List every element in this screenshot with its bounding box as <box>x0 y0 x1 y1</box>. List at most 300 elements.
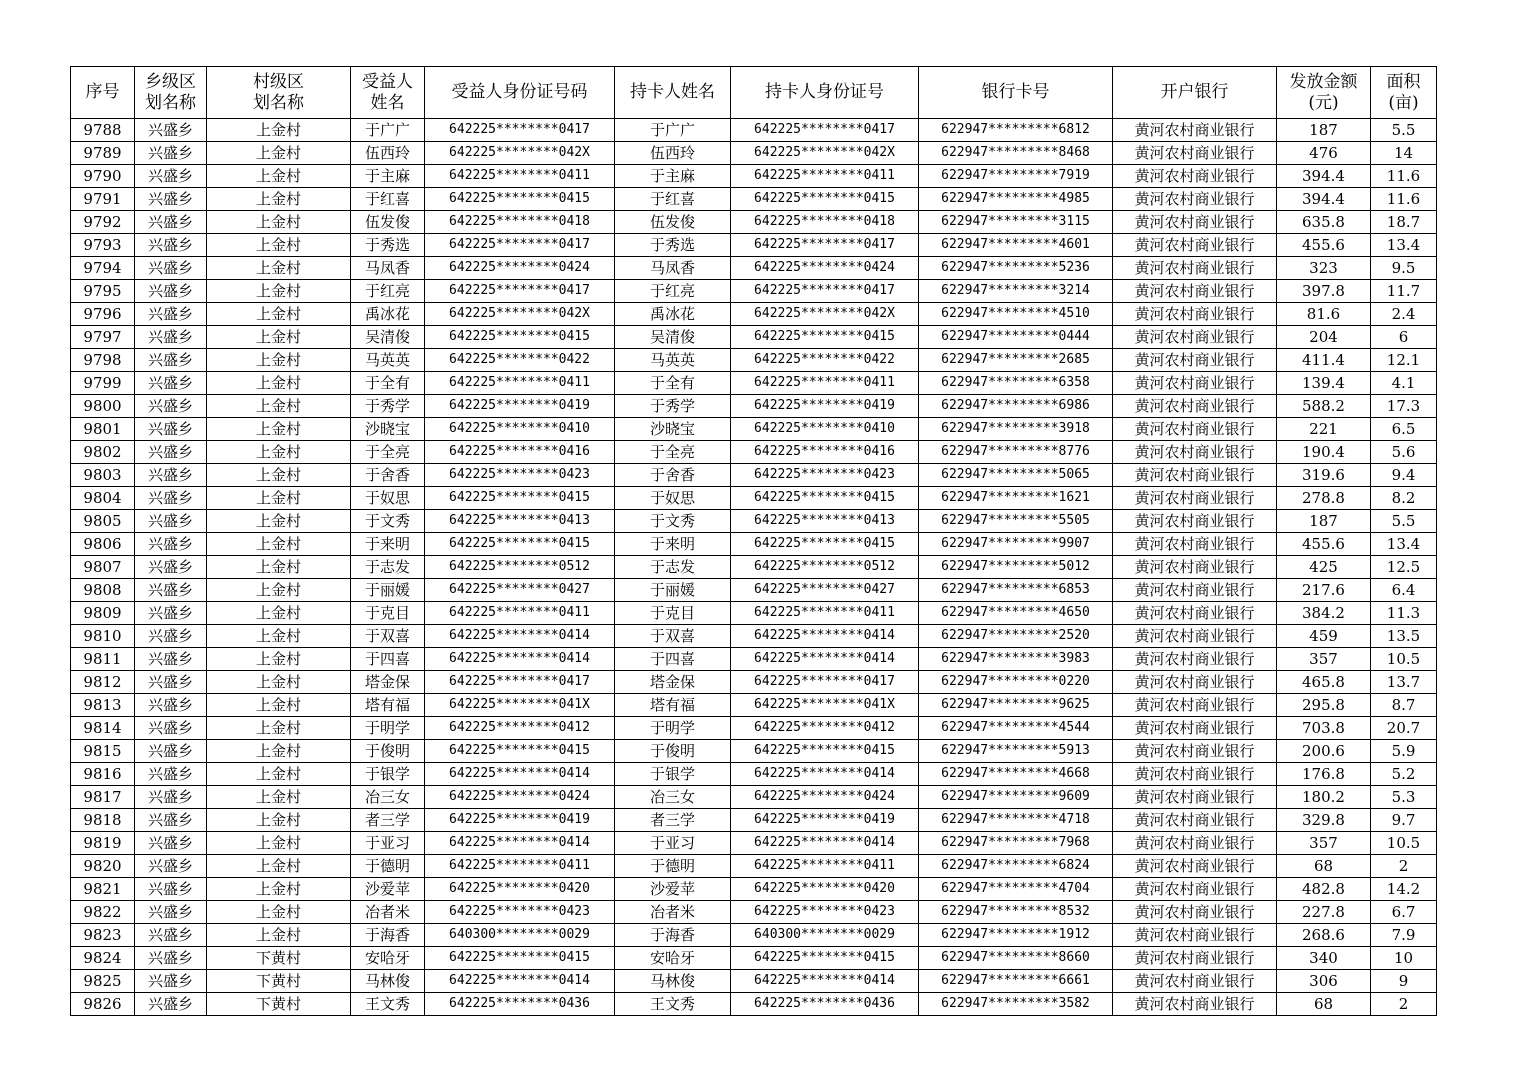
amount-cell: 278.8 <box>1277 487 1371 510</box>
table-row <box>71 924 1437 947</box>
table-row <box>71 740 1437 763</box>
cardholder-id-cell: 642225********0417 <box>731 234 919 257</box>
bank-card-cell: 622947*********9907 <box>919 533 1113 556</box>
serial-cell: 9792 <box>71 211 135 234</box>
serial-cell: 9790 <box>71 165 135 188</box>
table-row <box>71 349 1437 372</box>
table-row <box>71 786 1437 809</box>
cardholder-name-cell: 冶者米 <box>615 901 731 924</box>
beneficiary-name-cell: 伍发俊 <box>351 211 425 234</box>
bank-card-cell: 622947*********4650 <box>919 602 1113 625</box>
table-row <box>71 602 1437 625</box>
bank-cell: 黄河农村商业银行 <box>1113 556 1277 579</box>
village-cell: 上金村 <box>207 579 351 602</box>
col-header-bank: 开户银行 <box>1113 67 1277 119</box>
bank-cell: 黄河农村商业银行 <box>1113 349 1277 372</box>
cardholder-id-cell: 642225********0412 <box>731 717 919 740</box>
beneficiary-id-cell: 642225********0422 <box>425 349 615 372</box>
amount-cell: 394.4 <box>1277 165 1371 188</box>
amount-cell: 221 <box>1277 418 1371 441</box>
bank-cell: 黄河农村商业银行 <box>1113 648 1277 671</box>
township-cell: 兴盛乡 <box>135 993 207 1016</box>
area-cell: 4.1 <box>1371 372 1437 395</box>
serial-cell: 9810 <box>71 625 135 648</box>
village-cell: 上金村 <box>207 418 351 441</box>
amount-cell: 455.6 <box>1277 533 1371 556</box>
table-row <box>71 763 1437 786</box>
bank-card-cell: 622947*********5505 <box>919 510 1113 533</box>
bank-cell: 黄河农村商业银行 <box>1113 119 1277 142</box>
amount-cell: 394.4 <box>1277 188 1371 211</box>
village-cell: 上金村 <box>207 648 351 671</box>
cardholder-id-cell: 642225********042X <box>731 303 919 326</box>
cardholder-id-cell: 642225********0413 <box>731 510 919 533</box>
beneficiary-name-cell: 于海香 <box>351 924 425 947</box>
table-row <box>71 510 1437 533</box>
township-cell: 兴盛乡 <box>135 832 207 855</box>
amount-cell: 411.4 <box>1277 349 1371 372</box>
township-cell: 兴盛乡 <box>135 786 207 809</box>
area-cell: 10.5 <box>1371 832 1437 855</box>
table-row <box>71 257 1437 280</box>
beneficiary-name-cell: 塔有福 <box>351 694 425 717</box>
bank-card-cell: 622947*********5236 <box>919 257 1113 280</box>
bank-card-cell: 622947*********3983 <box>919 648 1113 671</box>
table-row <box>71 142 1437 165</box>
bank-card-cell: 622947*********4544 <box>919 717 1113 740</box>
serial-cell: 9799 <box>71 372 135 395</box>
serial-cell: 9801 <box>71 418 135 441</box>
serial-cell: 9823 <box>71 924 135 947</box>
serial-cell: 9791 <box>71 188 135 211</box>
cardholder-id-cell: 642225********0416 <box>731 441 919 464</box>
cardholder-name-cell: 于秀学 <box>615 395 731 418</box>
beneficiary-id-cell: 642225********0414 <box>425 970 615 993</box>
cardholder-name-cell: 于红亮 <box>615 280 731 303</box>
beneficiary-id-cell: 642225********0411 <box>425 372 615 395</box>
area-cell: 5.5 <box>1371 119 1437 142</box>
cardholder-id-cell: 642225********0411 <box>731 602 919 625</box>
beneficiary-name-cell: 王文秀 <box>351 993 425 1016</box>
bank-cell: 黄河农村商业银行 <box>1113 993 1277 1016</box>
cardholder-name-cell: 于银学 <box>615 763 731 786</box>
serial-cell: 9814 <box>71 717 135 740</box>
amount-cell: 635.8 <box>1277 211 1371 234</box>
bank-cell: 黄河农村商业银行 <box>1113 855 1277 878</box>
table-row <box>71 947 1437 970</box>
bank-card-cell: 622947*********5065 <box>919 464 1113 487</box>
area-cell: 8.7 <box>1371 694 1437 717</box>
serial-cell: 9818 <box>71 809 135 832</box>
bank-cell: 黄河农村商业银行 <box>1113 464 1277 487</box>
cardholder-id-cell: 642225********0414 <box>731 625 919 648</box>
bank-cell: 黄河农村商业银行 <box>1113 533 1277 556</box>
serial-cell: 9825 <box>71 970 135 993</box>
bank-card-cell: 622947*********3214 <box>919 280 1113 303</box>
beneficiary-id-cell: 642225********0415 <box>425 188 615 211</box>
bank-card-cell: 622947*********3918 <box>919 418 1113 441</box>
cardholder-id-cell: 642225********0424 <box>731 786 919 809</box>
serial-cell: 9804 <box>71 487 135 510</box>
beneficiary-name-cell: 马英英 <box>351 349 425 372</box>
area-cell: 9.5 <box>1371 257 1437 280</box>
amount-cell: 295.8 <box>1277 694 1371 717</box>
area-cell: 5.9 <box>1371 740 1437 763</box>
table-row <box>71 901 1437 924</box>
col-header-bank-card: 银行卡号 <box>919 67 1113 119</box>
table-row <box>71 280 1437 303</box>
township-cell: 兴盛乡 <box>135 901 207 924</box>
cardholder-name-cell: 于海香 <box>615 924 731 947</box>
cardholder-id-cell: 642225********0419 <box>731 809 919 832</box>
bank-card-cell: 622947*********6358 <box>919 372 1113 395</box>
cardholder-id-cell: 642225********0411 <box>731 855 919 878</box>
cardholder-id-cell: 642225********0417 <box>731 280 919 303</box>
table-row <box>71 809 1437 832</box>
township-cell: 兴盛乡 <box>135 441 207 464</box>
village-cell: 上金村 <box>207 372 351 395</box>
township-cell: 兴盛乡 <box>135 119 207 142</box>
area-cell: 6 <box>1371 326 1437 349</box>
township-cell: 兴盛乡 <box>135 487 207 510</box>
beneficiary-id-cell: 642225********0411 <box>425 602 615 625</box>
cardholder-id-cell: 642225********0411 <box>731 372 919 395</box>
township-cell: 兴盛乡 <box>135 809 207 832</box>
beneficiary-id-cell: 642225********0415 <box>425 740 615 763</box>
amount-cell: 200.6 <box>1277 740 1371 763</box>
serial-cell: 9796 <box>71 303 135 326</box>
serial-cell: 9797 <box>71 326 135 349</box>
beneficiary-id-cell: 642225********0424 <box>425 257 615 280</box>
cardholder-id-cell: 642225********0415 <box>731 533 919 556</box>
beneficiary-name-cell: 马凤香 <box>351 257 425 280</box>
beneficiary-id-cell: 642225********0411 <box>425 165 615 188</box>
beneficiary-id-cell: 642225********0419 <box>425 395 615 418</box>
subsidy-table <box>70 66 1437 1016</box>
bank-cell: 黄河农村商业银行 <box>1113 257 1277 280</box>
township-cell: 兴盛乡 <box>135 878 207 901</box>
township-cell: 兴盛乡 <box>135 372 207 395</box>
amount-cell: 329.8 <box>1277 809 1371 832</box>
bank-card-cell: 622947*********4510 <box>919 303 1113 326</box>
cardholder-id-cell: 642225********0418 <box>731 211 919 234</box>
bank-card-cell: 622947*********1621 <box>919 487 1113 510</box>
area-cell: 6.4 <box>1371 579 1437 602</box>
col-header-beneficiary-name: 受益人 姓名 <box>351 67 425 119</box>
beneficiary-id-cell: 642225********0415 <box>425 326 615 349</box>
beneficiary-name-cell: 于红喜 <box>351 188 425 211</box>
bank-cell: 黄河农村商业银行 <box>1113 395 1277 418</box>
amount-cell: 187 <box>1277 119 1371 142</box>
village-cell: 上金村 <box>207 533 351 556</box>
area-cell: 2 <box>1371 993 1437 1016</box>
amount-cell: 425 <box>1277 556 1371 579</box>
cardholder-id-cell: 642225********0415 <box>731 188 919 211</box>
bank-cell: 黄河农村商业银行 <box>1113 947 1277 970</box>
cardholder-name-cell: 于志发 <box>615 556 731 579</box>
bank-cell: 黄河农村商业银行 <box>1113 970 1277 993</box>
amount-cell: 476 <box>1277 142 1371 165</box>
table-row <box>71 533 1437 556</box>
bank-cell: 黄河农村商业银行 <box>1113 901 1277 924</box>
township-cell: 兴盛乡 <box>135 970 207 993</box>
cardholder-id-cell: 642225********0424 <box>731 257 919 280</box>
beneficiary-id-cell: 642225********0415 <box>425 487 615 510</box>
township-cell: 兴盛乡 <box>135 303 207 326</box>
cardholder-name-cell: 于舍香 <box>615 464 731 487</box>
col-header-village: 村级区 划名称 <box>207 67 351 119</box>
cardholder-name-cell: 马英英 <box>615 349 731 372</box>
area-cell: 6.7 <box>1371 901 1437 924</box>
village-cell: 上金村 <box>207 188 351 211</box>
bank-card-cell: 622947*********8776 <box>919 441 1113 464</box>
bank-cell: 黄河农村商业银行 <box>1113 487 1277 510</box>
bank-card-cell: 622947*********8660 <box>919 947 1113 970</box>
beneficiary-id-cell: 642225********0415 <box>425 947 615 970</box>
area-cell: 8.2 <box>1371 487 1437 510</box>
township-cell: 兴盛乡 <box>135 280 207 303</box>
table-row <box>71 464 1437 487</box>
amount-cell: 482.8 <box>1277 878 1371 901</box>
village-cell: 上金村 <box>207 395 351 418</box>
village-cell: 上金村 <box>207 234 351 257</box>
bank-cell: 黄河农村商业银行 <box>1113 717 1277 740</box>
township-cell: 兴盛乡 <box>135 418 207 441</box>
beneficiary-id-cell: 642225********0418 <box>425 211 615 234</box>
township-cell: 兴盛乡 <box>135 464 207 487</box>
cardholder-id-cell: 642225********0414 <box>731 648 919 671</box>
table-row <box>71 188 1437 211</box>
table-row <box>71 855 1437 878</box>
bank-cell: 黄河农村商业银行 <box>1113 671 1277 694</box>
village-cell: 上金村 <box>207 119 351 142</box>
beneficiary-id-cell: 640300********0029 <box>425 924 615 947</box>
serial-cell: 9805 <box>71 510 135 533</box>
village-cell: 上金村 <box>207 901 351 924</box>
table-row <box>71 878 1437 901</box>
beneficiary-name-cell: 伍西玲 <box>351 142 425 165</box>
cardholder-id-cell: 642225********0436 <box>731 993 919 1016</box>
amount-cell: 204 <box>1277 326 1371 349</box>
header-row <box>71 67 1437 119</box>
bank-cell: 黄河农村商业银行 <box>1113 211 1277 234</box>
cardholder-id-cell: 642225********0420 <box>731 878 919 901</box>
amount-cell: 81.6 <box>1277 303 1371 326</box>
village-cell: 上金村 <box>207 924 351 947</box>
township-cell: 兴盛乡 <box>135 763 207 786</box>
col-header-area: 面积 (亩) <box>1371 67 1437 119</box>
township-cell: 兴盛乡 <box>135 602 207 625</box>
table-row <box>71 418 1437 441</box>
beneficiary-name-cell: 于丽媛 <box>351 579 425 602</box>
area-cell: 11.6 <box>1371 165 1437 188</box>
cardholder-name-cell: 于德明 <box>615 855 731 878</box>
amount-cell: 180.2 <box>1277 786 1371 809</box>
serial-cell: 9815 <box>71 740 135 763</box>
serial-cell: 9800 <box>71 395 135 418</box>
beneficiary-id-cell: 642225********0512 <box>425 556 615 579</box>
beneficiary-name-cell: 于德明 <box>351 855 425 878</box>
cardholder-name-cell: 冶三女 <box>615 786 731 809</box>
cardholder-name-cell: 伍发俊 <box>615 211 731 234</box>
cardholder-name-cell: 于明学 <box>615 717 731 740</box>
beneficiary-id-cell: 642225********0420 <box>425 878 615 901</box>
cardholder-name-cell: 沙晓宝 <box>615 418 731 441</box>
bank-card-cell: 622947*********2520 <box>919 625 1113 648</box>
amount-cell: 217.6 <box>1277 579 1371 602</box>
bank-cell: 黄河农村商业银行 <box>1113 602 1277 625</box>
amount-cell: 465.8 <box>1277 671 1371 694</box>
cardholder-name-cell: 于双喜 <box>615 625 731 648</box>
beneficiary-name-cell: 马林俊 <box>351 970 425 993</box>
area-cell: 5.6 <box>1371 441 1437 464</box>
cardholder-name-cell: 者三学 <box>615 809 731 832</box>
beneficiary-name-cell: 者三学 <box>351 809 425 832</box>
township-cell: 兴盛乡 <box>135 694 207 717</box>
area-cell: 12.5 <box>1371 556 1437 579</box>
township-cell: 兴盛乡 <box>135 510 207 533</box>
village-cell: 上金村 <box>207 786 351 809</box>
bank-card-cell: 622947*********6986 <box>919 395 1113 418</box>
beneficiary-id-cell: 642225********0415 <box>425 533 615 556</box>
area-cell: 10 <box>1371 947 1437 970</box>
bank-cell: 黄河农村商业银行 <box>1113 786 1277 809</box>
table-row <box>71 694 1437 717</box>
village-cell: 上金村 <box>207 763 351 786</box>
township-cell: 兴盛乡 <box>135 625 207 648</box>
bank-cell: 黄河农村商业银行 <box>1113 326 1277 349</box>
cardholder-id-cell: 642225********0423 <box>731 901 919 924</box>
col-header-cardholder-name: 持卡人姓名 <box>615 67 731 119</box>
beneficiary-id-cell: 642225********0416 <box>425 441 615 464</box>
township-cell: 兴盛乡 <box>135 717 207 740</box>
table-row <box>71 487 1437 510</box>
bank-card-cell: 622947*********8468 <box>919 142 1113 165</box>
cardholder-name-cell: 于红喜 <box>615 188 731 211</box>
beneficiary-id-cell: 642225********0414 <box>425 763 615 786</box>
beneficiary-id-cell: 642225********0423 <box>425 464 615 487</box>
township-cell: 兴盛乡 <box>135 924 207 947</box>
township-cell: 兴盛乡 <box>135 349 207 372</box>
township-cell: 兴盛乡 <box>135 234 207 257</box>
cardholder-name-cell: 马林俊 <box>615 970 731 993</box>
village-cell: 上金村 <box>207 211 351 234</box>
beneficiary-name-cell: 于银学 <box>351 763 425 786</box>
beneficiary-name-cell: 吴清俊 <box>351 326 425 349</box>
cardholder-id-cell: 642225********0415 <box>731 326 919 349</box>
serial-cell: 9822 <box>71 901 135 924</box>
township-cell: 兴盛乡 <box>135 740 207 763</box>
bank-card-cell: 622947*********7968 <box>919 832 1113 855</box>
serial-cell: 9802 <box>71 441 135 464</box>
beneficiary-name-cell: 于秀选 <box>351 234 425 257</box>
beneficiary-name-cell: 于志发 <box>351 556 425 579</box>
cardholder-id-cell: 642225********0415 <box>731 487 919 510</box>
beneficiary-id-cell: 642225********0414 <box>425 832 615 855</box>
table-row <box>71 395 1437 418</box>
amount-cell: 397.8 <box>1277 280 1371 303</box>
table-row <box>71 625 1437 648</box>
bank-cell: 黄河农村商业银行 <box>1113 372 1277 395</box>
cardholder-name-cell: 于四喜 <box>615 648 731 671</box>
village-cell: 上金村 <box>207 855 351 878</box>
beneficiary-name-cell: 于舍香 <box>351 464 425 487</box>
village-cell: 下黄村 <box>207 970 351 993</box>
village-cell: 上金村 <box>207 625 351 648</box>
cardholder-id-cell: 642225********0415 <box>731 947 919 970</box>
amount-cell: 588.2 <box>1277 395 1371 418</box>
cardholder-id-cell: 642225********0422 <box>731 349 919 372</box>
cardholder-name-cell: 于来明 <box>615 533 731 556</box>
beneficiary-name-cell: 于秀学 <box>351 395 425 418</box>
area-cell: 2 <box>1371 855 1437 878</box>
table-row <box>71 832 1437 855</box>
beneficiary-id-cell: 642225********0414 <box>425 625 615 648</box>
cardholder-id-cell: 642225********0512 <box>731 556 919 579</box>
area-cell: 13.7 <box>1371 671 1437 694</box>
village-cell: 上金村 <box>207 556 351 579</box>
cardholder-id-cell: 642225********0414 <box>731 970 919 993</box>
township-cell: 兴盛乡 <box>135 142 207 165</box>
beneficiary-name-cell: 于广广 <box>351 119 425 142</box>
beneficiary-id-cell: 642225********0427 <box>425 579 615 602</box>
bank-cell: 黄河农村商业银行 <box>1113 142 1277 165</box>
area-cell: 12.1 <box>1371 349 1437 372</box>
village-cell: 上金村 <box>207 740 351 763</box>
area-cell: 10.5 <box>1371 648 1437 671</box>
township-cell: 兴盛乡 <box>135 257 207 280</box>
bank-cell: 黄河农村商业银行 <box>1113 740 1277 763</box>
beneficiary-id-cell: 642225********0417 <box>425 671 615 694</box>
bank-cell: 黄河农村商业银行 <box>1113 510 1277 533</box>
table-row <box>71 556 1437 579</box>
amount-cell: 176.8 <box>1277 763 1371 786</box>
bank-cell: 黄河农村商业银行 <box>1113 188 1277 211</box>
cardholder-name-cell: 安哈牙 <box>615 947 731 970</box>
bank-cell: 黄河农村商业银行 <box>1113 234 1277 257</box>
table-row <box>71 579 1437 602</box>
village-cell: 上金村 <box>207 441 351 464</box>
cardholder-name-cell: 王文秀 <box>615 993 731 1016</box>
cardholder-id-cell: 642225********042X <box>731 142 919 165</box>
serial-cell: 9788 <box>71 119 135 142</box>
beneficiary-id-cell: 642225********0424 <box>425 786 615 809</box>
bank-card-cell: 622947*********4601 <box>919 234 1113 257</box>
area-cell: 2.4 <box>1371 303 1437 326</box>
cardholder-name-cell: 于文秀 <box>615 510 731 533</box>
bank-card-cell: 622947*********0444 <box>919 326 1113 349</box>
bank-card-cell: 622947*********5913 <box>919 740 1113 763</box>
cardholder-id-cell: 642225********041X <box>731 694 919 717</box>
cardholder-name-cell: 马凤香 <box>615 257 731 280</box>
bank-cell: 黄河农村商业银行 <box>1113 878 1277 901</box>
amount-cell: 268.6 <box>1277 924 1371 947</box>
village-cell: 上金村 <box>207 832 351 855</box>
serial-cell: 9826 <box>71 993 135 1016</box>
bank-card-cell: 622947*********9625 <box>919 694 1113 717</box>
village-cell: 上金村 <box>207 694 351 717</box>
village-cell: 下黄村 <box>207 993 351 1016</box>
cardholder-id-cell: 642225********0414 <box>731 763 919 786</box>
serial-cell: 9809 <box>71 602 135 625</box>
amount-cell: 227.8 <box>1277 901 1371 924</box>
amount-cell: 68 <box>1277 855 1371 878</box>
village-cell: 上金村 <box>207 326 351 349</box>
bank-cell: 黄河农村商业银行 <box>1113 165 1277 188</box>
table-row <box>71 372 1437 395</box>
cardholder-id-cell: 642225********0423 <box>731 464 919 487</box>
cardholder-name-cell: 于奴思 <box>615 487 731 510</box>
